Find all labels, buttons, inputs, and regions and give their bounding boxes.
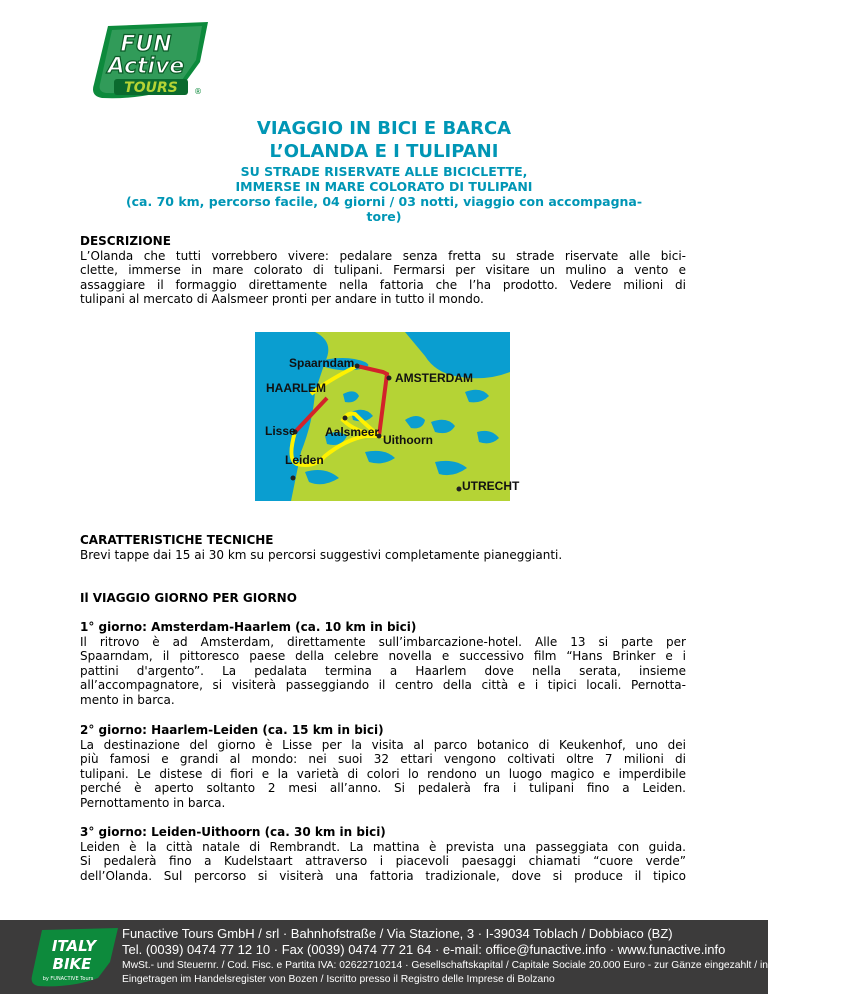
circle bbox=[291, 476, 296, 481]
day1-line: pattini d'argento”. La pedalata termina a Haarlem dove nella serata, insieme bbox=[80, 663, 686, 678]
descrizione-section bbox=[80, 234, 686, 307]
circle bbox=[387, 376, 392, 381]
viaggio-heading: Il VIAGGIO GIORNO PER GIORNO bbox=[80, 591, 297, 605]
day1-line: Spaarndam, il pittoresco paese della celebre novella e successivo film “Hans Brinker e i bbox=[80, 649, 686, 664]
badge-text-italy: ITALY bbox=[51, 937, 97, 955]
footer-register-line: Eingetragen im Handelsregister von Bozen / Iscritto presso il Registro delle Imprese di Bolzano bbox=[122, 974, 555, 985]
descrizione-line: assaggiare il formaggio direttamente nella fattoria che l’ha prodotto. Vedere milioni di bbox=[80, 277, 686, 292]
footer-tax-line: MwSt.- und Steuernr. / Cod. Fisc. e Partita IVA: 02622710214 · Gesellschaftskapital / Capitale Sociale 20.000 Euro - zur Gänze eingezahlt / interamente versato bbox=[122, 960, 851, 971]
day1-line: Il ritrovo è ad Amsterdam, direttamente sull’imbarcazione-hotel. Alle 13 si parte per bbox=[80, 634, 686, 649]
italy-bike-logo bbox=[28, 924, 124, 990]
day2-section bbox=[80, 723, 686, 811]
descrizione-line: L’Olanda che tutti vorrebbero vivere: pedalare senza fretta su strade riservate alle bici- bbox=[80, 248, 686, 263]
map-label-spaarndam: Spaarndam bbox=[289, 356, 355, 370]
day3-heading: 3° giorno: Leiden-Uithoorn (ca. 30 km in bici) bbox=[80, 825, 386, 839]
viaggio-section bbox=[80, 591, 686, 606]
subtitle-line-4: tore) bbox=[366, 209, 402, 224]
descrizione-heading: DESCRIZIONE bbox=[80, 234, 171, 248]
footer-company-line: Funactive Tours GmbH / srl · Bahnhofstraße / Via Stazione, 3 · I-39034 Toblach / Dobbiaco (BZ) bbox=[122, 926, 673, 941]
title-line-2: L’OLANDA E I TULIPANI bbox=[269, 141, 499, 162]
route-map bbox=[255, 332, 520, 501]
descrizione-line: tulipani al mercato di Aalsmeer pronti per andare in tutto il mondo. bbox=[80, 292, 484, 307]
map-label-haarlem: HAARLEM bbox=[266, 381, 326, 395]
fun-active-tours-logo bbox=[88, 18, 216, 104]
day2-line: Pernottamento in barca. bbox=[80, 795, 226, 810]
caratteristiche-heading: CARATTERISTICHE TECNICHE bbox=[80, 533, 274, 547]
day1-section bbox=[80, 620, 686, 708]
day3-line: Si pedalerà fino a Kudelstaart attraverso i piacevoli paesaggi chiamati “cuore verde” bbox=[80, 854, 686, 869]
logo-text-fun: FUN bbox=[120, 32, 172, 57]
badge-text-bike: BIKE bbox=[52, 955, 92, 973]
map-label-uithoorn: Uithoorn bbox=[383, 433, 433, 447]
map-label-leiden: Leiden bbox=[285, 453, 324, 467]
day1-line: all’accompagnatore, si visiterà passeggiando il centro della città e i tipici locali. Pernotta- bbox=[80, 678, 686, 693]
day2-line: più famosi e grandi al mondo: nei suoi 32 ettari vengono coltivati oltre 7 milioni di bbox=[80, 752, 686, 767]
footer-contact-line: Tel. (0039) 0474 77 12 10 · Fax (0039) 0474 77 21 64 · e-mail: office@funactive.info · www.funactive.info bbox=[122, 942, 726, 957]
day2-line: La destinazione del giorno è Lisse per la visita al parco botanico di Keukenhof, uno dei bbox=[80, 737, 686, 752]
logo-text-active: Active bbox=[107, 54, 185, 79]
day2-line: tulipani. Le distese di fiori e la varietà di colori lo rendono un luogo magico e imperdibile bbox=[80, 766, 686, 781]
day3-section bbox=[80, 825, 686, 883]
caratteristiche-text: Brevi tappe dai 15 ai 30 km su percorsi suggestivi completamente pianeggianti. bbox=[80, 547, 563, 562]
logo-text-tours: TOURS bbox=[124, 80, 178, 96]
subtitle-line-2: IMMERSE IN MARE COLORATO DI TULIPANI bbox=[235, 179, 533, 194]
subtitle-line-3: (ca. 70 km, percorso facile, 04 giorni / 03 notti, viaggio con accompagna- bbox=[125, 194, 643, 209]
badge-text-by: by FUNACTIVE Tours bbox=[42, 976, 94, 982]
descrizione-line: clette, immerse in mare colorato di tulipani. Fermarsi per visitare un mulino a vento e bbox=[80, 263, 686, 278]
map-label-lisse: Lisse bbox=[265, 424, 296, 438]
circle bbox=[457, 487, 462, 492]
map-label-utrecht: UTRECHT bbox=[462, 479, 520, 493]
circle bbox=[355, 364, 360, 369]
day2-heading: 2° giorno: Haarlem-Leiden (ca. 15 km in bici) bbox=[80, 723, 384, 737]
day2-line: perché è aperto soltanto 2 mesi all’anno. Si pedalerà fra i tulipani fino a Leiden. bbox=[80, 781, 686, 796]
circle bbox=[343, 416, 348, 421]
map-label-amsterdam: AMSTERDAM bbox=[395, 371, 473, 385]
day3-line: Leiden è la città natale di Rembrandt. La mattina è prevista una passeggiata con guida. bbox=[80, 839, 686, 854]
caratteristiche-section bbox=[80, 533, 686, 562]
title-line-1: VIAGGIO IN BICI E BARCA bbox=[256, 118, 512, 139]
day1-heading: 1° giorno: Amsterdam-Haarlem (ca. 10 km in bici) bbox=[80, 620, 417, 634]
day3-line: dell’Olanda. Sul percorso si visiterà una fattoria tradizionale, dove si produce il tipico bbox=[80, 868, 686, 883]
map-label-aalsmeer: Aalsmeer bbox=[325, 425, 380, 439]
registered-mark: ® bbox=[194, 87, 202, 96]
subtitle-line-1: SU STRADE RISERVATE ALLE BICICLETTE, bbox=[240, 164, 528, 179]
footer bbox=[0, 920, 851, 994]
subtitle-block bbox=[0, 164, 768, 224]
day1-line: mento in barca. bbox=[80, 692, 175, 707]
